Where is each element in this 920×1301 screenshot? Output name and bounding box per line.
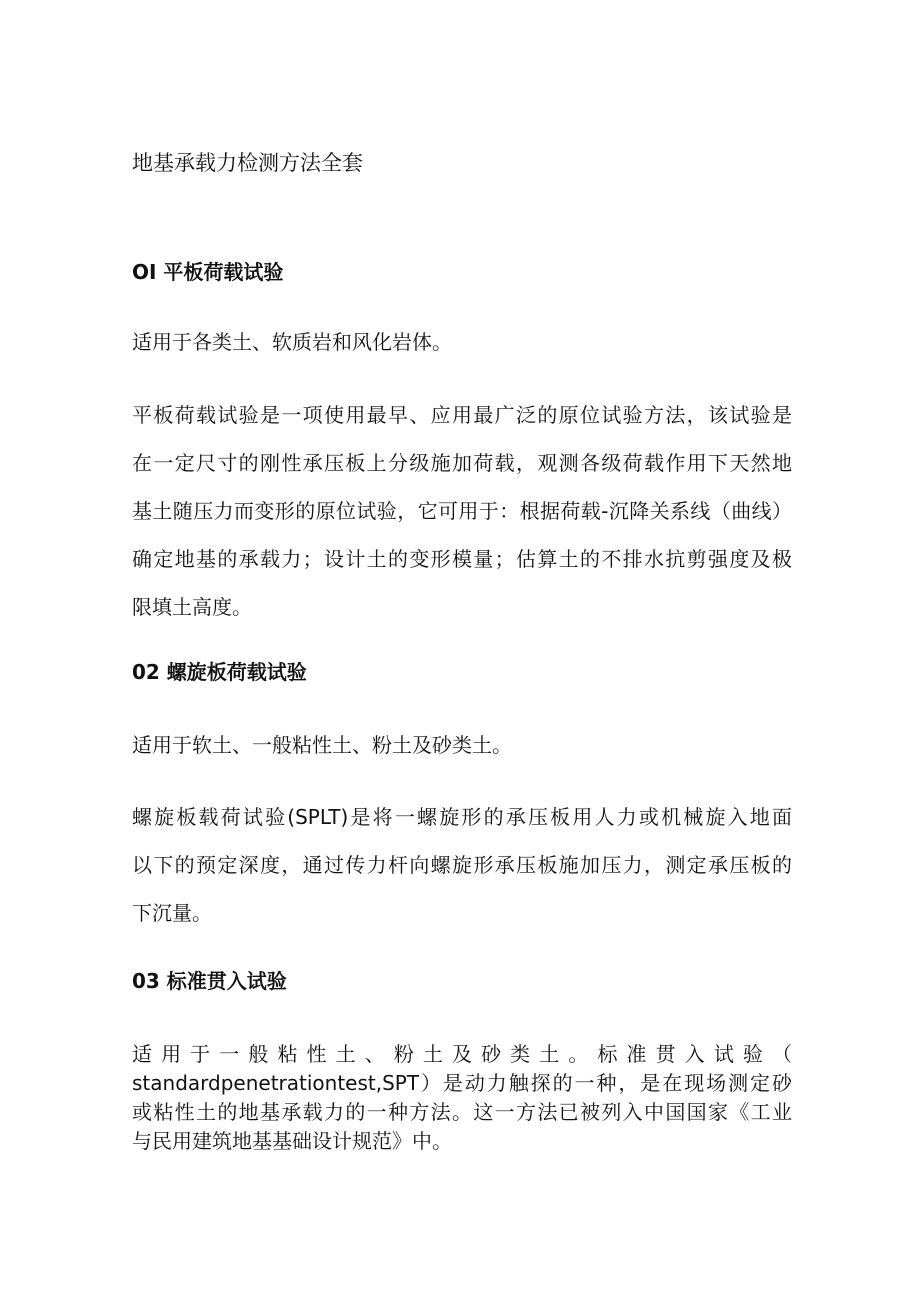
- paragraph-line: 限填土高度。: [132, 595, 252, 619]
- paragraph-line: 平板荷载试验是一项使用最早、应用最广泛的原位试验方法，该试验是: [132, 403, 792, 427]
- paragraph-line: 与民用建筑地基基础设计规范》中。: [132, 1129, 452, 1153]
- paragraph-line: 以下的预定深度，通过传力杆向螺旋形承压板施加压力，测定承压板的: [132, 853, 792, 877]
- paragraph-line: 下沉量。: [132, 901, 212, 925]
- paragraph-line: 或粘性土的地基承载力的一种方法。这一方法已被列入中国国家《工业: [132, 1100, 792, 1124]
- section-heading-standard-penetration-test: 03 标准贯入试验: [132, 969, 287, 993]
- paragraph-line: 螺旋板载荷试验(SPLT)是将一螺旋形的承压板用人力或机械旋入地面: [132, 805, 792, 829]
- section-scope-text: 适用于软土、一般粘性土、粉土及砂类土。: [132, 733, 512, 757]
- paragraph-line: standardpenetrationtest,SPT）是动力触探的一种，是在现场测定砂: [132, 1071, 792, 1095]
- paragraph-line: 基土随压力而变形的原位试验，它可用于：根据荷载-沉降关系线（曲线）: [132, 499, 792, 523]
- section-scope-text: 适用于各类土、软质岩和风化岩体。: [132, 330, 452, 354]
- section-body-paragraph: [132, 1040, 792, 1156]
- paragraph-line: 适用于一般粘性土、粉土及砂类土。标准贯入试验（: [132, 1042, 792, 1066]
- section-heading-screw-plate-load-test: 02 螺旋板荷载试验: [132, 660, 307, 684]
- section-heading-plate-load-test: OI 平板荷载试验: [132, 260, 284, 284]
- paragraph-line: 在一定尺寸的刚性承压板上分级施加荷载，观测各级荷载作用下天然地: [132, 451, 792, 475]
- document-title: 地基承载力检测方法全套: [132, 151, 363, 175]
- section-body-paragraph: [132, 391, 792, 631]
- section-body-paragraph: [132, 793, 792, 937]
- paragraph-line: 确定地基的承载力；设计土的变形模量；估算土的不排水抗剪强度及极: [132, 547, 792, 571]
